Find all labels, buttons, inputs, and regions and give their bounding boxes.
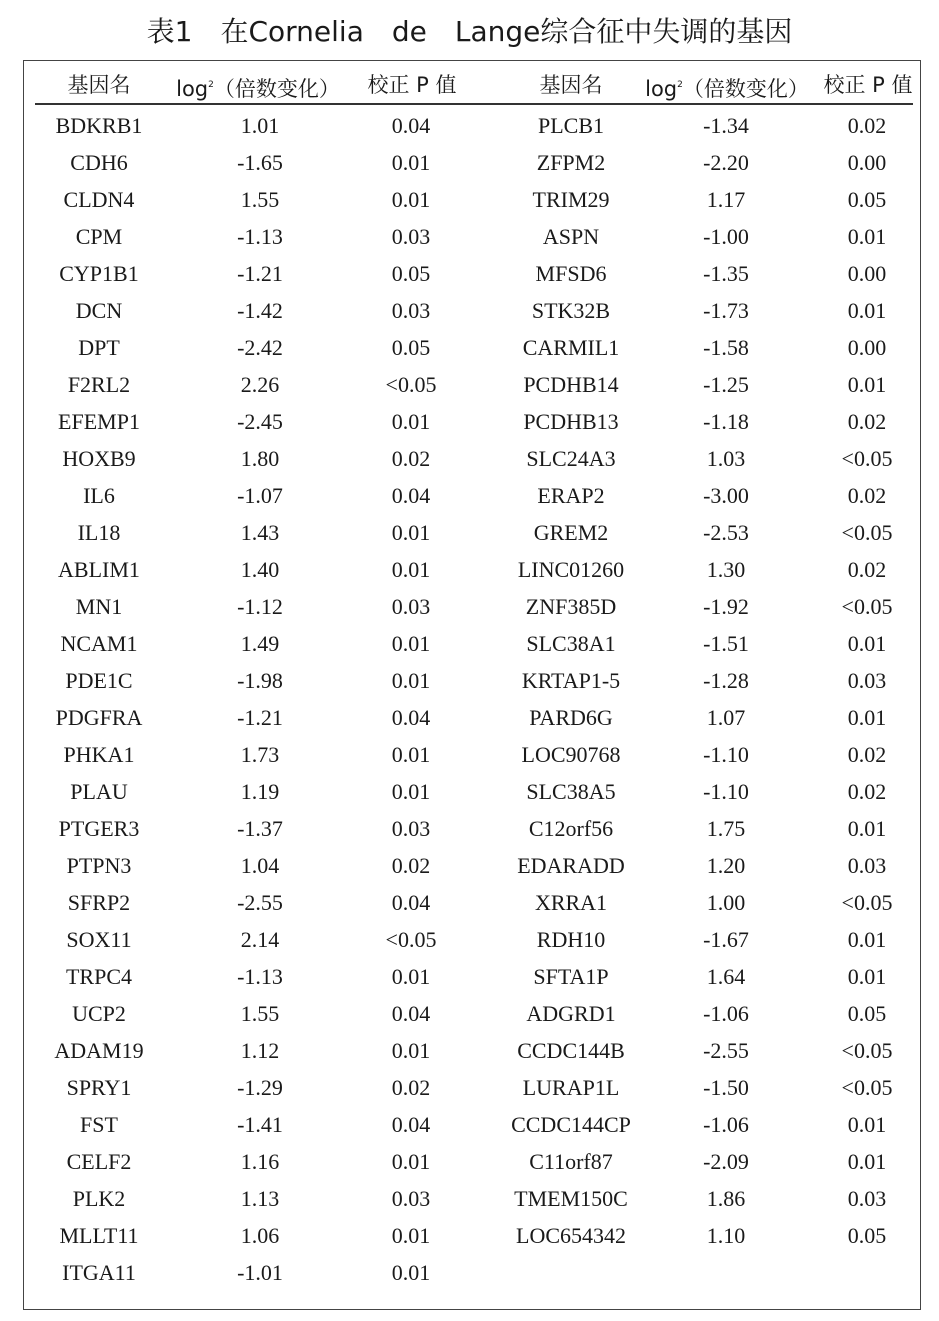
table-cell: 0.05 xyxy=(847,1223,887,1248)
table-cell: IL18 xyxy=(77,520,121,545)
table-cell: -2.45 xyxy=(237,409,283,434)
table-cell: 0.02 xyxy=(847,113,887,138)
table-cell: 0.03 xyxy=(391,594,431,619)
header-fold-right xyxy=(636,70,818,100)
table-cell: 1.30 xyxy=(706,557,746,582)
table-cell: 0.04 xyxy=(391,705,431,730)
header-log-rest: （倍数变化） xyxy=(682,77,809,101)
table-cell: <0.05 xyxy=(841,890,893,915)
table-cell: 0.01 xyxy=(391,1223,431,1248)
table-cell: 1.86 xyxy=(706,1186,746,1211)
table-cell: 0.04 xyxy=(391,890,431,915)
table-cell: 0.01 xyxy=(391,1149,431,1174)
table-cell: TRPC4 xyxy=(65,964,133,989)
table-cell: ZNF385D xyxy=(525,594,617,619)
table-cell: 0.04 xyxy=(391,1112,431,1137)
table-cell: ITGA11 xyxy=(62,1260,136,1285)
header-p-left: 校正 P 值 xyxy=(367,73,457,97)
header-log-prefix: log xyxy=(645,77,678,101)
table-cell: 1.55 xyxy=(240,187,280,212)
table-cell: <0.05 xyxy=(841,1075,893,1100)
right-fold-column xyxy=(666,107,786,1254)
table-cell: PLCB1 xyxy=(537,113,605,138)
table-cell: 0.01 xyxy=(847,298,887,323)
table-cell: MLLT11 xyxy=(59,1223,139,1248)
table-cell: -1.07 xyxy=(237,483,283,508)
table-cell: 0.01 xyxy=(847,816,887,841)
table-cell: PCDHB13 xyxy=(523,409,619,434)
table-cell: 0.01 xyxy=(391,520,431,545)
table-cell: -1.41 xyxy=(237,1112,283,1137)
table-cell: 0.00 xyxy=(847,335,887,360)
table-cell: PDGFRA xyxy=(55,705,143,730)
table-cell: -1.65 xyxy=(237,150,283,175)
table-cell: CYP1B1 xyxy=(59,261,139,286)
table-cell: 0.05 xyxy=(847,187,887,212)
table-cell: EFEMP1 xyxy=(58,409,140,434)
table-cell: STK32B xyxy=(531,298,611,323)
table-cell: 0.01 xyxy=(391,668,431,693)
table-cell: 0.05 xyxy=(391,335,431,360)
table-cell: CCDC144B xyxy=(517,1038,625,1063)
table-cell: 0.04 xyxy=(391,113,431,138)
table-cell: LOC654342 xyxy=(516,1223,626,1248)
table-cell: ABLIM1 xyxy=(58,557,140,582)
table-cell: 0.02 xyxy=(847,409,887,434)
table-cell: -1.12 xyxy=(237,594,283,619)
right-p-column xyxy=(812,107,922,1254)
table-cell: CLDN4 xyxy=(63,187,135,212)
table-cell: EDARADD xyxy=(517,853,625,878)
table-cell: -1.13 xyxy=(237,964,283,989)
table-cell: 0.01 xyxy=(391,150,431,175)
table-cell: HOXB9 xyxy=(62,446,136,471)
header-log-sup: 2 xyxy=(677,80,683,90)
table-cell: CCDC144CP xyxy=(511,1112,631,1137)
table-cell: 1.49 xyxy=(240,631,280,656)
table-cell: 1.06 xyxy=(240,1223,280,1248)
table-cell: C12orf56 xyxy=(528,816,614,841)
table-cell: 0.01 xyxy=(391,1038,431,1063)
table-cell: XRRA1 xyxy=(534,890,608,915)
table-cell: 0.00 xyxy=(847,261,887,286)
table-cell: ADAM19 xyxy=(54,1038,144,1063)
table-caption: 表1 在Cornelia de Lange综合征中失调的基因 xyxy=(146,15,793,48)
right-gene-column xyxy=(500,107,642,1254)
table-cell: MN1 xyxy=(75,594,123,619)
table-cell: 0.01 xyxy=(847,705,887,730)
table-cell: 1.13 xyxy=(240,1186,280,1211)
table-cell: -1.67 xyxy=(703,927,749,952)
table-cell: ADGRD1 xyxy=(526,1001,616,1026)
table-cell: -1.73 xyxy=(703,298,749,323)
table-cell: PDE1C xyxy=(65,668,133,693)
table-cell: 0.01 xyxy=(391,742,431,767)
table-cell: 1.03 xyxy=(706,446,746,471)
table-cell: 1.43 xyxy=(240,520,280,545)
table-cell: PTPN3 xyxy=(66,853,132,878)
left-p-column xyxy=(352,107,470,1291)
table-cell: <0.05 xyxy=(841,594,893,619)
table-cell: 0.01 xyxy=(391,187,431,212)
table-cell: C11orf87 xyxy=(529,1149,613,1174)
header-log-rest: （倍数变化） xyxy=(213,77,340,101)
table-cell: -1.10 xyxy=(703,779,749,804)
table-cell: 0.01 xyxy=(847,372,887,397)
table-cell: 0.02 xyxy=(391,853,431,878)
table-cell: CELF2 xyxy=(66,1149,132,1174)
table-cell: PHKA1 xyxy=(63,742,135,767)
table-cell: 1.16 xyxy=(240,1149,280,1174)
table-cell: <0.05 xyxy=(385,927,437,952)
table-cell: -1.28 xyxy=(703,668,749,693)
table-cell: PCDHB14 xyxy=(523,372,619,397)
table-cell: 1.12 xyxy=(240,1038,280,1063)
table-cell: 1.73 xyxy=(240,742,280,767)
table-cell: 0.02 xyxy=(847,779,887,804)
table-cell: 1.10 xyxy=(706,1223,746,1248)
table-cell: -2.09 xyxy=(703,1149,749,1174)
table-cell: <0.05 xyxy=(841,520,893,545)
table-cell: GREM2 xyxy=(533,520,609,545)
table-cell: -1.37 xyxy=(237,816,283,841)
table-cell: 0.00 xyxy=(847,150,887,175)
table-cell: 1.40 xyxy=(240,557,280,582)
table-cell: MFSD6 xyxy=(535,261,607,286)
table-cell: ERAP2 xyxy=(537,483,605,508)
table-cell: 1.64 xyxy=(706,964,746,989)
table-cell: 1.01 xyxy=(240,113,280,138)
table-cell: PLAU xyxy=(70,779,128,804)
table-cell: -1.42 xyxy=(237,298,283,323)
table-cell: FST xyxy=(80,1112,118,1137)
table-cell: 0.04 xyxy=(391,1001,431,1026)
table-cell: -1.21 xyxy=(237,261,283,286)
table-cell: 1.00 xyxy=(706,890,746,915)
table-cell: SPRY1 xyxy=(66,1075,132,1100)
table-cell: -2.53 xyxy=(703,520,749,545)
table-cell: F2RL2 xyxy=(67,372,131,397)
table-cell: RDH10 xyxy=(536,927,606,952)
table-cell: 1.07 xyxy=(706,705,746,730)
table-cell: 2.14 xyxy=(240,927,280,952)
table-cell: 0.02 xyxy=(391,446,431,471)
table-cell: 0.01 xyxy=(847,1149,887,1174)
table-cell: DPT xyxy=(78,335,120,360)
header-rule xyxy=(35,103,913,105)
table-cell: 1.17 xyxy=(706,187,746,212)
table-cell: -1.51 xyxy=(703,631,749,656)
table-cell: -2.55 xyxy=(703,1038,749,1063)
table-cell: 0.01 xyxy=(847,964,887,989)
table-cell: 0.01 xyxy=(847,927,887,952)
table-cell: 0.04 xyxy=(391,483,431,508)
table-cell: 0.01 xyxy=(847,224,887,249)
table-cell: PLK2 xyxy=(72,1186,126,1211)
table-cell: -1.06 xyxy=(703,1112,749,1137)
table-cell: -1.35 xyxy=(703,261,749,286)
table-cell: <0.05 xyxy=(841,446,893,471)
table-cell: -1.92 xyxy=(703,594,749,619)
table-cell: KRTAP1-5 xyxy=(521,668,621,693)
table-cell: 0.03 xyxy=(391,816,431,841)
table-cell: -1.58 xyxy=(703,335,749,360)
table-cell: -2.20 xyxy=(703,150,749,175)
table-cell: 0.03 xyxy=(847,853,887,878)
table-cell: TRIM29 xyxy=(532,187,610,212)
table-cell: 1.75 xyxy=(706,816,746,841)
table-cell: BDKRB1 xyxy=(55,113,143,138)
table-cell: CARMIL1 xyxy=(522,335,620,360)
table-cell: 0.01 xyxy=(847,1112,887,1137)
table-cell: 0.01 xyxy=(847,631,887,656)
table-cell: <0.05 xyxy=(841,1038,893,1063)
table-cell: 0.02 xyxy=(847,483,887,508)
table-cell: 0.03 xyxy=(391,298,431,323)
table-cell: 0.01 xyxy=(391,557,431,582)
table-cell: SLC38A5 xyxy=(526,779,616,804)
table-cell: -1.98 xyxy=(237,668,283,693)
table-cell: 0.03 xyxy=(391,1186,431,1211)
table-cell: UCP2 xyxy=(72,1001,126,1026)
table-cell: -1.50 xyxy=(703,1075,749,1100)
table-cell: 1.55 xyxy=(240,1001,280,1026)
table-cell: -1.29 xyxy=(237,1075,283,1100)
table-cell: 0.01 xyxy=(391,779,431,804)
table-cell: -2.42 xyxy=(237,335,283,360)
table-cell: 1.19 xyxy=(240,779,280,804)
table-cell: -1.18 xyxy=(703,409,749,434)
table-cell: 2.26 xyxy=(240,372,280,397)
table-cell: -1.34 xyxy=(703,113,749,138)
table-cell: 1.04 xyxy=(240,853,280,878)
table-cell: IL6 xyxy=(83,483,115,508)
header-gene-left: 基因名 xyxy=(67,73,131,97)
header-log-prefix: log xyxy=(176,77,209,101)
table-cell: SFRP2 xyxy=(67,890,131,915)
table-cell: 0.02 xyxy=(391,1075,431,1100)
table-cell: -1.13 xyxy=(237,224,283,249)
table-cell: TMEM150C xyxy=(514,1186,628,1211)
table-cell: -2.55 xyxy=(237,890,283,915)
table-cell: -1.01 xyxy=(237,1260,283,1285)
table-cell: LOC90768 xyxy=(521,742,621,767)
table-cell: NCAM1 xyxy=(60,631,138,656)
header-gene-right: 基因名 xyxy=(539,73,603,97)
table-cell: -1.06 xyxy=(703,1001,749,1026)
table-cell: LURAP1L xyxy=(522,1075,620,1100)
header-fold-left xyxy=(168,70,348,100)
table-cell: 0.05 xyxy=(391,261,431,286)
table-cell: 0.02 xyxy=(847,742,887,767)
table-cell: 0.03 xyxy=(847,1186,887,1211)
table-cell: 1.80 xyxy=(240,446,280,471)
table-cell: 0.01 xyxy=(391,631,431,656)
table-cell: 0.05 xyxy=(847,1001,887,1026)
table-cell: 0.03 xyxy=(391,224,431,249)
table-cell: ZFPM2 xyxy=(536,150,606,175)
table-cell: -3.00 xyxy=(703,483,749,508)
table-cell: CPM xyxy=(75,224,123,249)
table-cell: PARD6G xyxy=(529,705,613,730)
table-cell: LINC01260 xyxy=(517,557,625,582)
table-cell: 0.02 xyxy=(847,557,887,582)
table-cell: <0.05 xyxy=(385,372,437,397)
header-log-sup: 2 xyxy=(208,80,214,90)
table-cell: 0.01 xyxy=(391,964,431,989)
table-cell: CDH6 xyxy=(70,150,128,175)
left-gene-column xyxy=(38,107,160,1291)
left-fold-column xyxy=(200,107,320,1291)
table-cell: -1.21 xyxy=(237,705,283,730)
table-cell: ASPN xyxy=(542,224,600,249)
header-p-right: 校正 P 值 xyxy=(823,73,913,97)
table-cell: 0.01 xyxy=(391,1260,431,1285)
table-cell: PTGER3 xyxy=(58,816,140,841)
table-cell: -1.25 xyxy=(703,372,749,397)
table-cell: -1.00 xyxy=(703,224,749,249)
table-cell: SOX11 xyxy=(66,927,132,952)
table-cell: SLC24A3 xyxy=(526,446,616,471)
table-cell: 0.03 xyxy=(847,668,887,693)
table-cell: SFTA1P xyxy=(533,964,609,989)
table-cell: SLC38A1 xyxy=(526,631,616,656)
table-cell: 0.01 xyxy=(391,409,431,434)
table-cell: -1.10 xyxy=(703,742,749,767)
table-cell: 1.20 xyxy=(706,853,746,878)
table-cell: DCN xyxy=(75,298,123,323)
